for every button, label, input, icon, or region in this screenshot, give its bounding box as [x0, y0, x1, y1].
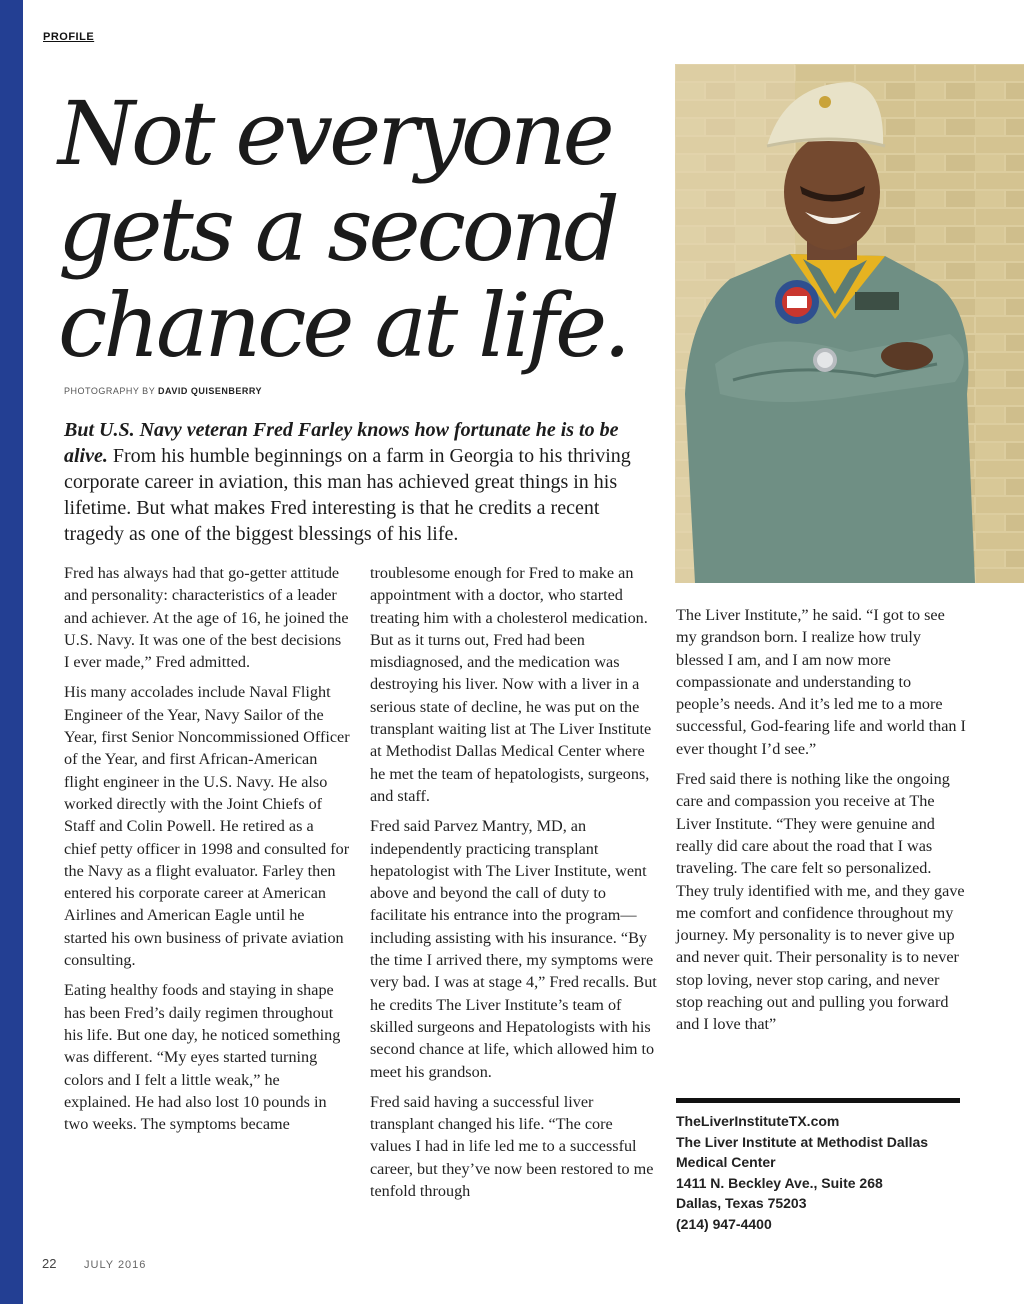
- section-label: PROFILE: [43, 31, 95, 43]
- body-paragraph: Fred has always had that go-getter attitude and personality: characteristics of a leader and achiever. At the age of 16, he joined the U.S. Navy. It was one of the best decisions I ever made,” Fred admitted.: [64, 564, 349, 672]
- body-paragraph: The Liver Institute,” he said. “I got to see my grandson born. I realize how truly blessed I am, and I am now more compassionate and understanding to people’s needs. And it’s led me to a more successful, God-fearing life and world than I ever thought I’d see.”: [676, 606, 966, 758]
- photo-credit: [64, 386, 262, 396]
- photo-credit-label: PHOTOGRAPHY BY: [64, 386, 156, 396]
- body-paragraph: Fred said having a successful liver transplant changed his life. “The core values I had in life led me to a successful career, but they’ve now been restored to me tenfold through: [370, 1092, 654, 1201]
- body-paragraph: His many accolades include Naval Flight Engineer of the Year, Navy Sailor of the Year, first Senior Noncommissioned Officer of the Year, and first African-American flight engineer in the U.S. Navy. He also worked directly with the Joint Chiefs of Staff and Colin Powell. He retired as a chief petty officer in 1998 and consulted for the Navy as a flight evaluator. Farley then entered his corporate career at American Airlines and American Eagle until he started his own business of private aviation consulting.: [64, 683, 350, 970]
- contact-block: [676, 1111, 976, 1235]
- lede-paragraph: [64, 417, 660, 547]
- portrait-photo: [675, 64, 1024, 583]
- body-paragraph: Fred said Parvez Mantry, MD, an independently practicing transplant hepatologist with The Liver Institute, went above and beyond the call of duty to facilitate his entrance into the program—including assisting with his insurance. “By the time I arrived there, my symptoms were very bad. I was at stage 4,” Fred recalls. But he credits The Liver Institute’s team of skilled surgeons and Hepatologists with his second chance at life, which allowed him to meet his grandson.: [370, 817, 657, 1081]
- body-column-1: [64, 562, 350, 1143]
- page-number: 22: [42, 1256, 57, 1271]
- headline-line: chance at life.: [58, 274, 628, 377]
- side-accent-bar: [0, 0, 23, 1304]
- photographer-name: DAVID QUISENBERRY: [158, 386, 263, 396]
- body-column-3: [676, 604, 966, 1044]
- organization-name: The Liver Institute at Methodist Dallas: [676, 1133, 929, 1150]
- headline: [58, 82, 678, 377]
- headline-line: gets a second: [58, 178, 616, 281]
- contact-divider: [676, 1098, 960, 1103]
- website-link[interactable]: TheLiverInstituteTX.com: [676, 1113, 840, 1129]
- lede-text: From his humble beginnings on a farm in Georgia to his thriving corporate career in aviation, this man has achieved great things in his lifetime. But what makes Fred interesting is that he credits a recent tragedy as one of the biggest blessings of his life.: [64, 445, 631, 545]
- body-paragraph: Eating healthy foods and staying in shape has been Fred’s daily regimen throughout his life. But one day, he noticed something was different. “My eyes started turning colors and I felt a little weak,” he explained. He had also lost 10 pounds in two weeks. The symptoms became: [64, 981, 341, 1134]
- organization-name-cont: Medical Center: [676, 1154, 776, 1171]
- city-state-zip: Dallas, Texas 75203: [676, 1195, 807, 1212]
- issue-date: JULY 2016: [84, 1259, 147, 1271]
- phone-number: (214) 947-4400: [676, 1215, 772, 1232]
- body-column-2: [370, 562, 658, 1210]
- street-address: 1411 N. Beckley Ave., Suite 268: [676, 1174, 883, 1191]
- body-paragraph: Fred said there is nothing like the ongoing care and compassion you receive at The Liver Institute. “They were genuine and really did care about the road that I was traveling. The care felt so personalized. They truly identified with me, and they gave me comfort and confidence throughout my journey. My personality is to never give up and never quit. Their personality is to never stop loving, never stop caring, and never stop reaching out and pulling you forward and I love that”: [676, 770, 965, 1034]
- lede-bold-intro: But U.S. Navy veteran Fred Farley knows how fortunate he is to be alive.: [64, 419, 619, 467]
- headline-line: Not everyone: [58, 82, 611, 185]
- body-paragraph: troublesome enough for Fred to make an appointment with a doctor, who started treating him with a cholesterol medication. But as it turns out, Fred had been misdiagnosed, and the medication was destroying his liver. Now with a liver in a serious state of decline, he was put on the transplant waiting list at The Liver Institute at Methodist Dallas Medical Center where he met the team of hepatologists, surgeons, and staff.: [370, 564, 652, 805]
